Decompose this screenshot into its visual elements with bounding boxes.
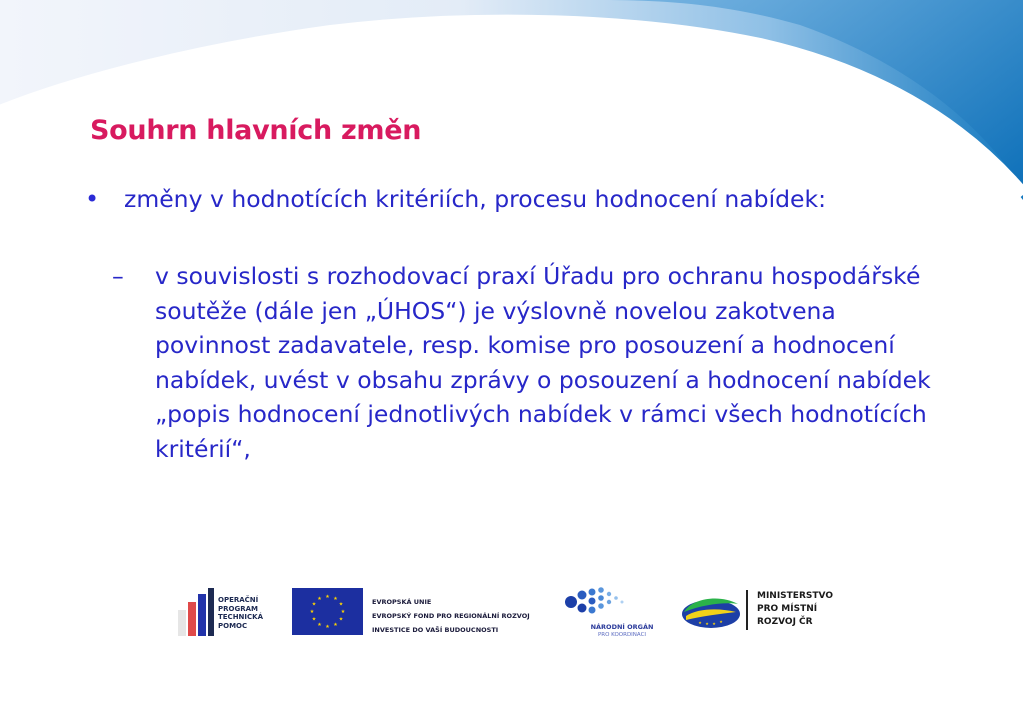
bullet-text: změny v hodnotících kritériích, procesu hodnocení nabídek: (124, 185, 827, 213)
footer-logos (0, 580, 1023, 650)
bullet-marker: • (85, 185, 100, 213)
svg-text:★: ★ (698, 620, 702, 625)
svg-text:★: ★ (333, 622, 338, 628)
mmr-logo-icon (680, 590, 742, 632)
svg-text:★: ★ (719, 619, 723, 624)
svg-text:★: ★ (309, 609, 315, 615)
svg-text:★: ★ (340, 609, 346, 615)
eu-logo-text: EVROPSKÁ UNIE EVROPSKÝ FOND PRO REGIONÁLNÍ ROZVOJ INVESTICE DO VAŠÍ BUDOUCNOSTI (372, 598, 530, 634)
svg-text:★: ★ (317, 622, 322, 628)
svg-text:★: ★ (338, 601, 344, 608)
svg-text:★: ★ (311, 601, 317, 608)
svg-text:★: ★ (333, 596, 338, 602)
eu-flag-icon (292, 588, 363, 635)
sub-bullet-marker: – (112, 262, 124, 290)
slide-title: Souhrn hlavních změn (90, 115, 422, 146)
narodni-organ-logo-text: NÁRODNÍ ORGÁN PRO KOORDINACI (590, 623, 654, 638)
svg-text:★: ★ (338, 616, 344, 623)
svg-text:★: ★ (705, 621, 709, 626)
svg-text:★: ★ (712, 621, 716, 626)
optp-logo-text: OPERAČNÍ PROGRAM TECHNICKÁ POMOC (218, 596, 263, 630)
mmr-logo-separator (746, 590, 748, 630)
sub-bullet-text: v souvislosti s rozhodovací praxí Úřadu pro ochranu hospodářské soutěže (dále jen „ÚHOS“) je výslovně novelou zakotvena povinnost zadavatele, resp. komise pro posouzení a hodnocení nabídek, uvést v obsahu zprávy o posouzení a hodnocení nabídek „popis hodnocení jednotlivých nabídek v rámci všech hodnotících kritérií“, (155, 262, 931, 463)
svg-text:★: ★ (325, 594, 330, 600)
svg-text:★: ★ (325, 624, 330, 630)
mmr-logo-text: MINISTERSTVO PRO MÍSTNÍ ROZVOJ ČR (757, 591, 833, 627)
svg-text:★: ★ (317, 596, 322, 602)
svg-text:★: ★ (311, 616, 317, 623)
